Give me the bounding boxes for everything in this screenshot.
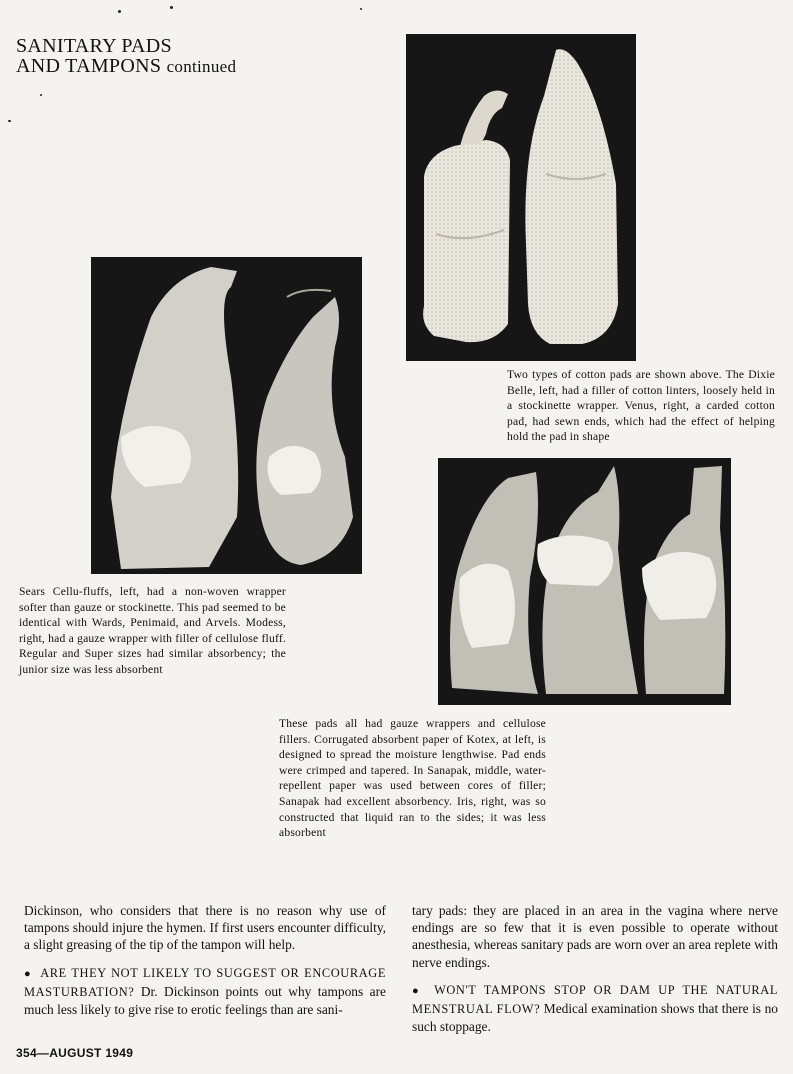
print-speck [118, 10, 121, 13]
caption-gauze-pads: These pads all had gauze wrappers and cellulose fillers. Corrugated absorbent paper of Kotex, at left, is designed to spread the moisture lengthwise. Pad ends were crimped and tapered. In Sanapak, middle, water-repellent paper was used between cores of filler; Sanapak had excellent absorbency. Iris, right, was so constructed that liquid ran to the sides; it was less absorbent [279, 717, 546, 840]
body-left-question-paragraph [24, 964, 386, 1019]
question-answer: Medical examination shows that there is no such stoppage. [412, 1001, 778, 1035]
page-header [16, 36, 236, 77]
print-speck [8, 120, 11, 122]
body-column-left [24, 902, 386, 1028]
caption-sears-modess: Sears Cellu-fluffs, left, had a non-woven wrapper softer than gauze or stockinette. This pad seemed to be identical with Wards, Penimaid, and Arvels. Modess, right, had a gauze wrapper with filler of cellulose fluff. Regular and Super sizes had similar absorbency; the junior size was less absorbent [19, 585, 286, 676]
question-heading: ARE THEY NOT LIKELY TO SUGGEST OR ENCOURAGE MASTURBATION? [24, 965, 386, 999]
print-speck [40, 94, 42, 96]
photo-gauze-pads [438, 458, 731, 705]
question-heading: WON'T TAMPONS STOP OR DAM UP THE NATURAL MENSTRUAL FLOW? [412, 982, 778, 1017]
photo-cotton-pads [406, 34, 636, 361]
body-right-question-paragraph [412, 981, 778, 1036]
page-folio: 354—AUGUST 1949 [16, 1046, 134, 1060]
body-right-paragraph: tary pads: they are placed in an area in the vagina where nerve endings are so few that it is even possible to operate without anesthesia, whereas sanitary pads are worn over an area replete with nerve endings. [412, 903, 778, 970]
print-speck [170, 6, 173, 9]
caption-cotton-pads: Two types of cotton pads are shown above. The Dixie Belle, left, had a filler of cotton linters, loosely held in a stockinette wrapper. Venus, right, a carded cotton pad, had sewn ends, which had the effect of helping hold the pad in shape [507, 368, 775, 444]
question-answer: Dr. Dickinson points out why tampons are much less likely to give rise to erotic feelings than are sani- [24, 983, 386, 1018]
header-line-2-main: AND TAMPONS [16, 55, 162, 77]
bullet-icon: ● [412, 984, 423, 997]
header-continued: continued [166, 57, 237, 76]
header-line-1: SANITARY PADS [16, 35, 172, 57]
body-left-paragraph: Dickinson, who considers that there is no reason why use of tampons should injure the hymen. If first users encounter difficulty, a slight greasing of the tip of the tampon will help. [24, 903, 386, 953]
body-column-right [412, 902, 778, 1045]
bullet-icon: ● [24, 967, 32, 980]
header-line-2 [16, 56, 236, 77]
photo-sears-modess [91, 257, 362, 574]
print-speck [360, 8, 362, 10]
